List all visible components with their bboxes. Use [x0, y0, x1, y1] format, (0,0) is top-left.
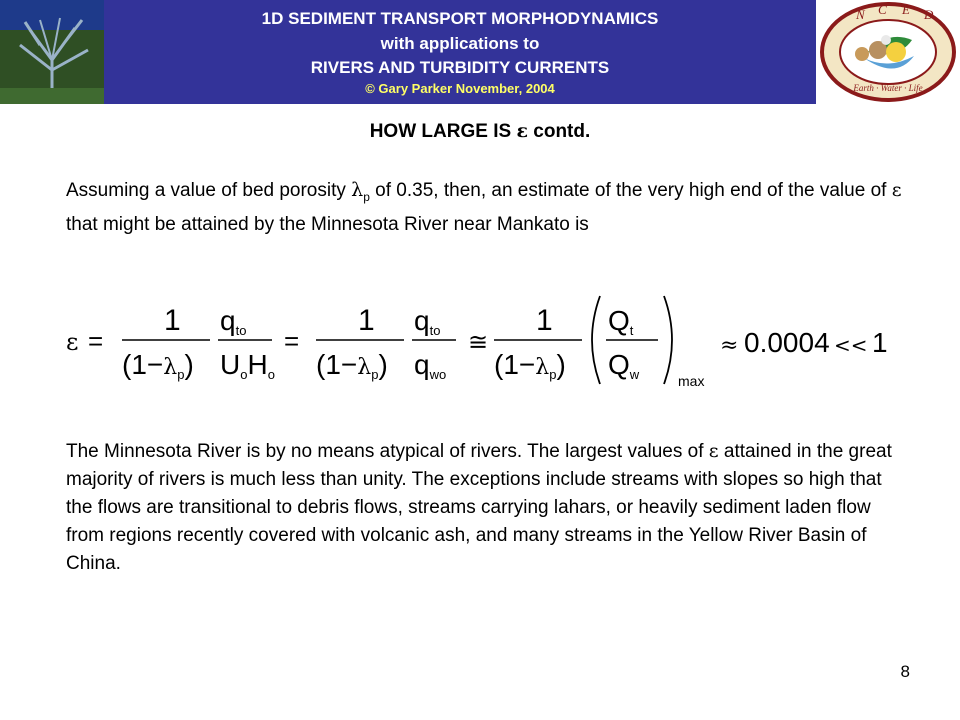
logo-letter-c: C	[878, 2, 887, 17]
page-number: 8	[900, 662, 910, 681]
eq-t2-q: qto	[414, 305, 441, 338]
eq-equals-2: =	[284, 326, 300, 356]
paragraph-intro: Assuming a value of bed porosity $\lambda_p$ of 0.35, then, an estimate of the very high end of the value of ε that might be attained by the Minnesota River near Mankato is	[66, 179, 902, 235]
eq-rhs: 1	[872, 327, 888, 358]
eq-t1-uh: UoHo	[220, 349, 275, 382]
eq-t1-num: 1	[164, 304, 181, 337]
eq-value: 0.0004	[744, 327, 830, 358]
paragraph-discussion: The Minnesota River is by no means atypical of rivers. The largest values of ε attained in the great majority of rivers is much less than unity. The exceptions include streams with slopes so high that the flows are transitional to debris flows, streams carrying lahars, or heavily sediment laden flow from regions recently covered with volcanic ash, and many streams in the Yellow River Basin of China.	[66, 440, 892, 574]
logo-letter-n: N	[856, 7, 865, 22]
slide-title: HOW LARGE IS ε contd.	[369, 120, 591, 142]
logo-letter-e: E	[902, 2, 910, 17]
eq-t3-den: (1−λp)	[494, 349, 566, 382]
banner-credit: © Gary Parker November, 2004	[365, 81, 555, 96]
eq-left-paren	[592, 296, 600, 384]
eq-equals-1: =	[88, 326, 104, 356]
eq-epsilon: ε	[66, 328, 79, 356]
eq-t1-den: (1−λp)	[122, 349, 194, 382]
eq-max-subscript: max	[678, 373, 705, 389]
logo-motto: Earth · Water · Life	[853, 83, 923, 93]
banner-title-line1: 1D SEDIMENT TRANSPORT MORPHODYNAMICS	[261, 9, 659, 28]
eq-approx-equal: ≅	[468, 328, 489, 356]
eq-t3-num: 1	[536, 304, 553, 337]
nced-logo	[816, 0, 960, 104]
eq-t2-num: 1	[358, 304, 375, 337]
eq-qw: Qw	[608, 349, 640, 382]
eq-right-paren	[664, 296, 672, 384]
eq-t2-qwo: qwo	[414, 349, 447, 382]
river-delta-image	[0, 0, 104, 104]
banner-title-line2: with applications to	[380, 34, 540, 53]
eq-much-less: <<	[834, 333, 868, 357]
logo-letter-d: D	[924, 7, 934, 22]
eq-approx: ≈	[720, 333, 739, 358]
eq-t1-q: qto	[220, 305, 247, 338]
header-banner	[0, 0, 960, 104]
banner-title-line3: RIVERS AND TURBIDITY CURRENTS	[310, 58, 610, 77]
eq-t2-den: (1−λp)	[316, 349, 388, 382]
eq-qt: Qt	[608, 305, 634, 338]
epsilon-estimate-equation	[60, 290, 900, 395]
